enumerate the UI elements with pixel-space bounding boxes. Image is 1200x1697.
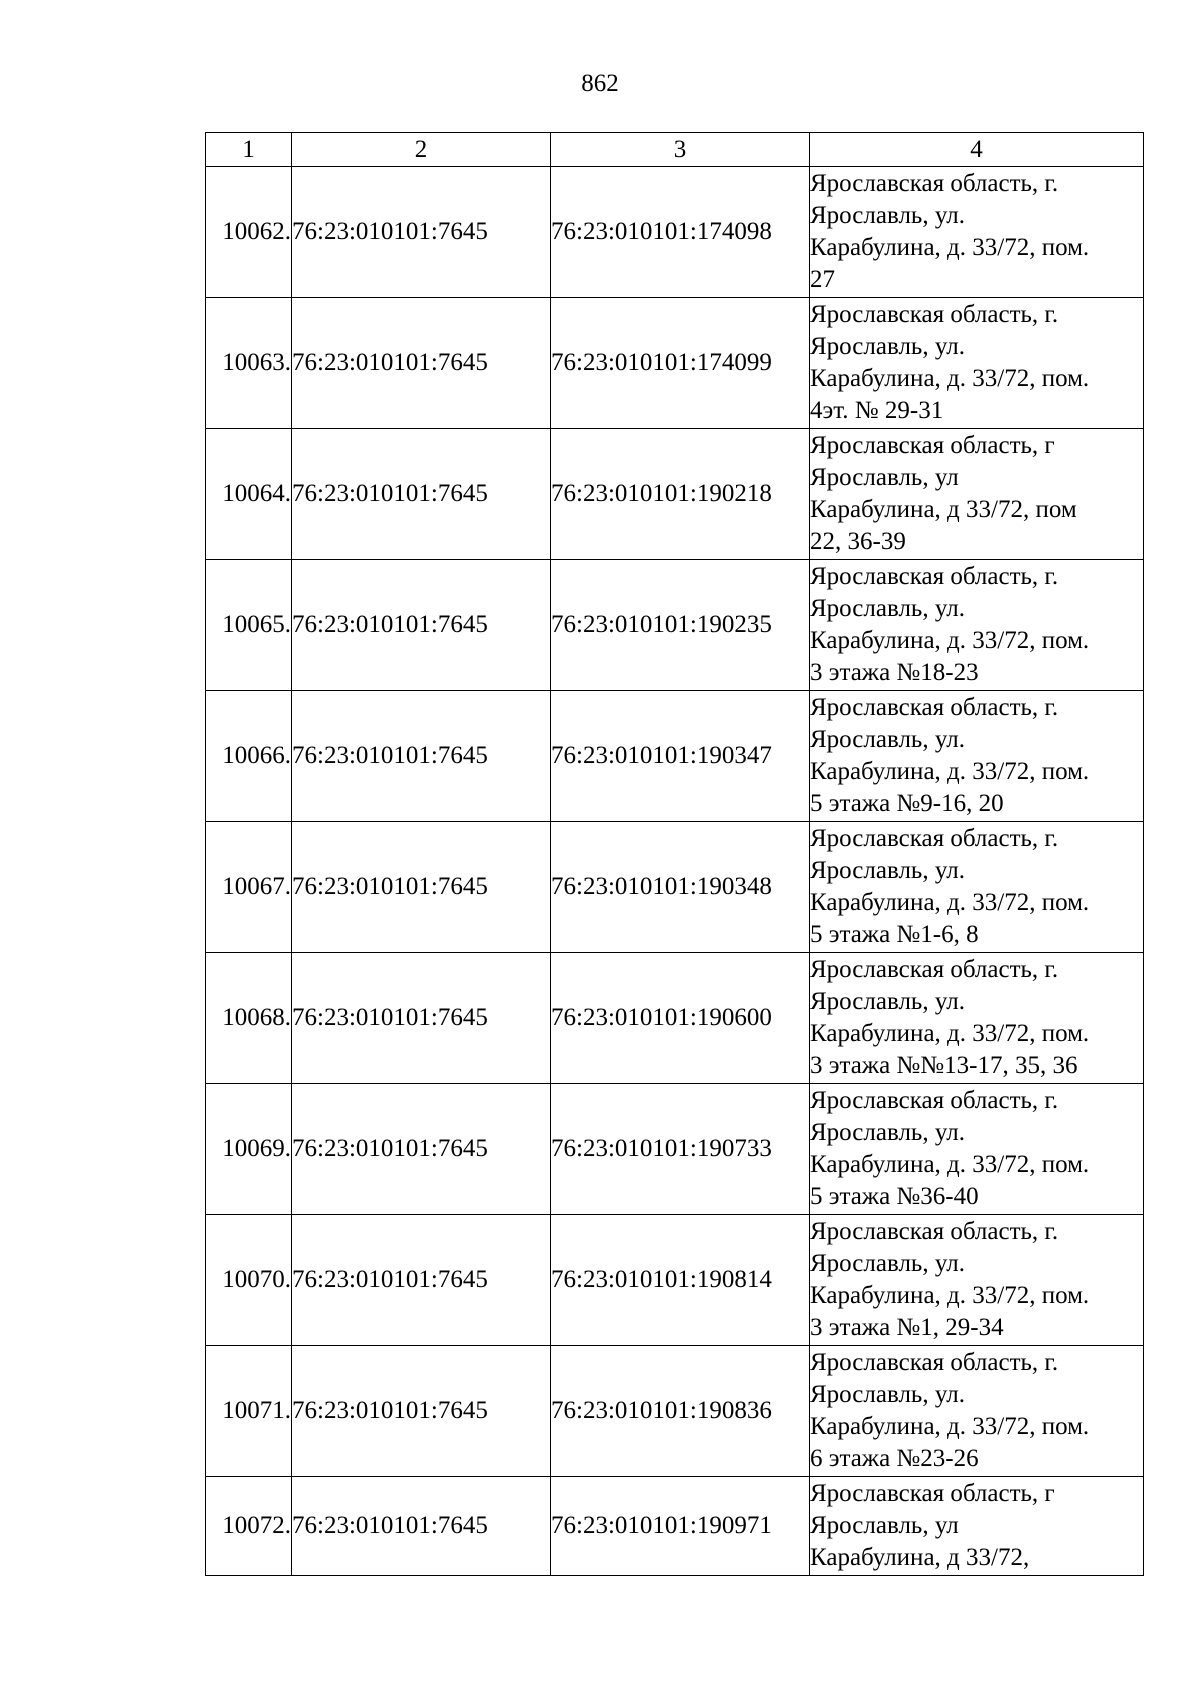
address-line: Ярославль, ул.	[810, 202, 965, 229]
address-cell	[810, 691, 1144, 822]
address-cell	[810, 429, 1144, 560]
address-line: Ярославль, ул.	[810, 857, 965, 884]
address-line: 6 этажа №23-26	[810, 1445, 979, 1472]
parcel-cadastral-number: 76:23:010101:7645	[292, 560, 551, 691]
address-line: 5 этажа №36-40	[810, 1183, 979, 1210]
column-header-1: 1	[206, 133, 292, 167]
address-line: 3 этажа №18-23	[810, 659, 979, 686]
page-number: 862	[581, 70, 619, 97]
row-number: 10067.	[206, 822, 292, 953]
table-header-row	[206, 133, 1144, 167]
address-line: Ярославская область, г.	[810, 563, 1059, 590]
address-line: Ярославская область, г	[810, 1480, 1055, 1507]
address-cell	[810, 1477, 1144, 1576]
address-line: Ярославская область, г.	[810, 825, 1059, 852]
row-number: 10072.	[206, 1477, 292, 1576]
address-line: Ярославль, ул.	[810, 1250, 965, 1277]
row-number: 10070.	[206, 1215, 292, 1346]
address-line: Ярославская область, г.	[810, 956, 1059, 983]
address-line: 3 этажа №1, 29-34	[810, 1314, 1004, 1341]
row-number: 10066.	[206, 691, 292, 822]
address-line: Ярославская область, г.	[810, 1087, 1059, 1114]
address-line: Ярославская область, г.	[810, 1349, 1059, 1376]
object-cadastral-number: 76:23:010101:190235	[551, 560, 810, 691]
address-line: Карабулина, д. 33/72, пом.	[810, 365, 1090, 392]
parcel-cadastral-number: 76:23:010101:7645	[292, 1346, 551, 1477]
column-header-3: 3	[551, 133, 810, 167]
parcel-cadastral-number: 76:23:010101:7645	[292, 691, 551, 822]
row-number: 10069.	[206, 1084, 292, 1215]
table-row	[206, 953, 1144, 1084]
address-line: Ярославль, ул.	[810, 726, 965, 753]
object-cadastral-number: 76:23:010101:190600	[551, 953, 810, 1084]
parcel-cadastral-number: 76:23:010101:7645	[292, 822, 551, 953]
address-line: Карабулина, д 33/72,	[810, 1544, 1030, 1571]
table-row	[206, 429, 1144, 560]
address-line: Ярославль, ул.	[810, 1381, 965, 1408]
row-number: 10065.	[206, 560, 292, 691]
address-cell	[810, 953, 1144, 1084]
table-row	[206, 167, 1144, 298]
column-header-2: 2	[292, 133, 551, 167]
object-cadastral-number: 76:23:010101:174098	[551, 167, 810, 298]
address-line: 5 этажа №9-16, 20	[810, 790, 1004, 817]
object-cadastral-number: 76:23:010101:174099	[551, 298, 810, 429]
address-cell	[810, 822, 1144, 953]
address-line: Ярославская область, г	[810, 432, 1055, 459]
table-row	[206, 1215, 1144, 1346]
address-cell	[810, 167, 1144, 298]
address-line: Ярославль, ул.	[810, 1119, 965, 1146]
row-number: 10063.	[206, 298, 292, 429]
object-cadastral-number: 76:23:010101:190814	[551, 1215, 810, 1346]
address-line: Карабулина, д 33/72, пом	[810, 496, 1077, 523]
address-cell	[810, 298, 1144, 429]
table-row	[206, 560, 1144, 691]
address-line: Ярославская область, г.	[810, 170, 1059, 197]
address-cell	[810, 1215, 1144, 1346]
registry-table	[205, 132, 1144, 1576]
address-line: Карабулина, д. 33/72, пом.	[810, 234, 1090, 261]
table-row	[206, 1346, 1144, 1477]
address-line: Ярославская область, г.	[810, 694, 1059, 721]
address-line: Ярославская область, г.	[810, 1218, 1059, 1245]
address-line: Ярославская область, г.	[810, 301, 1059, 328]
address-line: Карабулина, д. 33/72, пом.	[810, 627, 1090, 654]
address-line: Карабулина, д. 33/72, пом.	[810, 889, 1090, 916]
parcel-cadastral-number: 76:23:010101:7645	[292, 1084, 551, 1215]
address-line: Ярославль, ул	[810, 1512, 959, 1539]
row-number: 10068.	[206, 953, 292, 1084]
object-cadastral-number: 76:23:010101:190218	[551, 429, 810, 560]
address-line: Карабулина, д. 33/72, пом.	[810, 1282, 1090, 1309]
table-row	[206, 822, 1144, 953]
address-line: Карабулина, д. 33/72, пом.	[810, 1413, 1090, 1440]
object-cadastral-number: 76:23:010101:190733	[551, 1084, 810, 1215]
row-number: 10062.	[206, 167, 292, 298]
parcel-cadastral-number: 76:23:010101:7645	[292, 953, 551, 1084]
table-row	[206, 691, 1144, 822]
object-cadastral-number: 76:23:010101:190836	[551, 1346, 810, 1477]
address-line: 27	[810, 266, 835, 293]
address-cell	[810, 1346, 1144, 1477]
row-number: 10071.	[206, 1346, 292, 1477]
address-line: 4эт. № 29-31	[810, 397, 944, 424]
parcel-cadastral-number: 76:23:010101:7645	[292, 1215, 551, 1346]
object-cadastral-number: 76:23:010101:190348	[551, 822, 810, 953]
column-header-4: 4	[810, 133, 1144, 167]
parcel-cadastral-number: 76:23:010101:7645	[292, 167, 551, 298]
address-line: Ярославль, ул.	[810, 988, 965, 1015]
address-cell	[810, 560, 1144, 691]
address-line: Карабулина, д. 33/72, пом.	[810, 758, 1090, 785]
object-cadastral-number: 76:23:010101:190347	[551, 691, 810, 822]
table-row	[206, 1084, 1144, 1215]
row-number: 10064.	[206, 429, 292, 560]
address-line: Карабулина, д. 33/72, пом.	[810, 1020, 1090, 1047]
table-row	[206, 1477, 1144, 1576]
address-line: 3 этажа №№13-17, 35, 36	[810, 1052, 1078, 1079]
address-line: Ярославль, ул.	[810, 595, 965, 622]
parcel-cadastral-number: 76:23:010101:7645	[292, 298, 551, 429]
address-line: Карабулина, д. 33/72, пом.	[810, 1151, 1090, 1178]
parcel-cadastral-number: 76:23:010101:7645	[292, 429, 551, 560]
table-row	[206, 298, 1144, 429]
address-line: 22, 36-39	[810, 528, 906, 555]
object-cadastral-number: 76:23:010101:190971	[551, 1477, 810, 1576]
address-line: Ярославль, ул.	[810, 333, 965, 360]
address-line: Ярославль, ул	[810, 464, 959, 491]
address-line: 5 этажа №1-6, 8	[810, 921, 979, 948]
parcel-cadastral-number: 76:23:010101:7645	[292, 1477, 551, 1576]
address-cell	[810, 1084, 1144, 1215]
